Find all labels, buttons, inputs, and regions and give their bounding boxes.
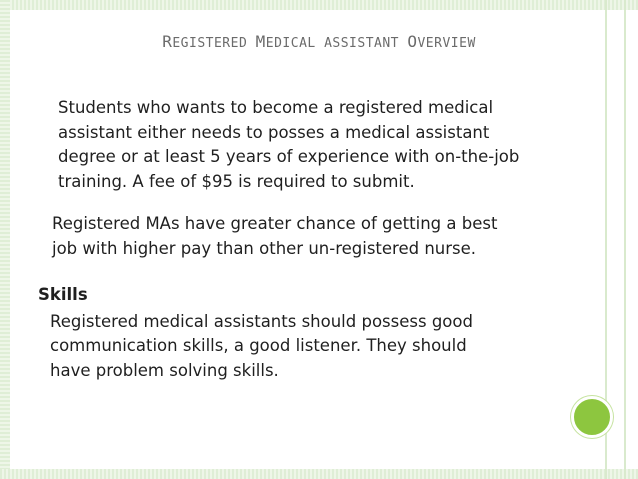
title-word2-rest: EDICAL (265, 36, 316, 51)
paragraph-line: degree or at least 5 years of experience with on-the-job (58, 147, 520, 166)
paragraph-skills (50, 310, 560, 384)
frame-top-border (0, 0, 638, 10)
paragraph-line: training. A fee of $95 is required to submit. (58, 171, 415, 191)
frame-bottom-border (0, 469, 638, 479)
paragraph-line: have problem solving skills. (50, 360, 279, 380)
title-word3: ASSISTANT (324, 36, 400, 51)
slide-title (0, 32, 638, 51)
title-word1-cap: R (162, 32, 173, 51)
frame-left-border (0, 0, 10, 479)
paragraph-line: Students who wants to become a registered medical (58, 98, 494, 117)
paragraph-line: communication skills, a good listener. They should (50, 336, 467, 355)
frame-right-line-outer (624, 0, 626, 479)
paragraph-requirements (54, 96, 560, 194)
title-word1-rest: EGISTERED (172, 36, 248, 51)
paragraph-line: Registered MAs have greater chance of getting a best (52, 214, 498, 233)
green-circle-decoration (571, 396, 613, 438)
paragraph-line: job with higher pay than other un-registered nurse. (52, 238, 477, 258)
title-word2-cap: M (255, 32, 266, 51)
paragraph-line: assistant either needs to posses a medical assistant (58, 122, 490, 142)
title-word4-cap: O (407, 32, 418, 51)
slide-body (40, 96, 560, 383)
skills-heading: Skills (38, 285, 88, 304)
title-word4-rest: VERVIEW (417, 36, 476, 51)
paragraph-line: Registered medical assistants should possess good (50, 311, 473, 331)
paragraph-benefits (52, 212, 560, 261)
